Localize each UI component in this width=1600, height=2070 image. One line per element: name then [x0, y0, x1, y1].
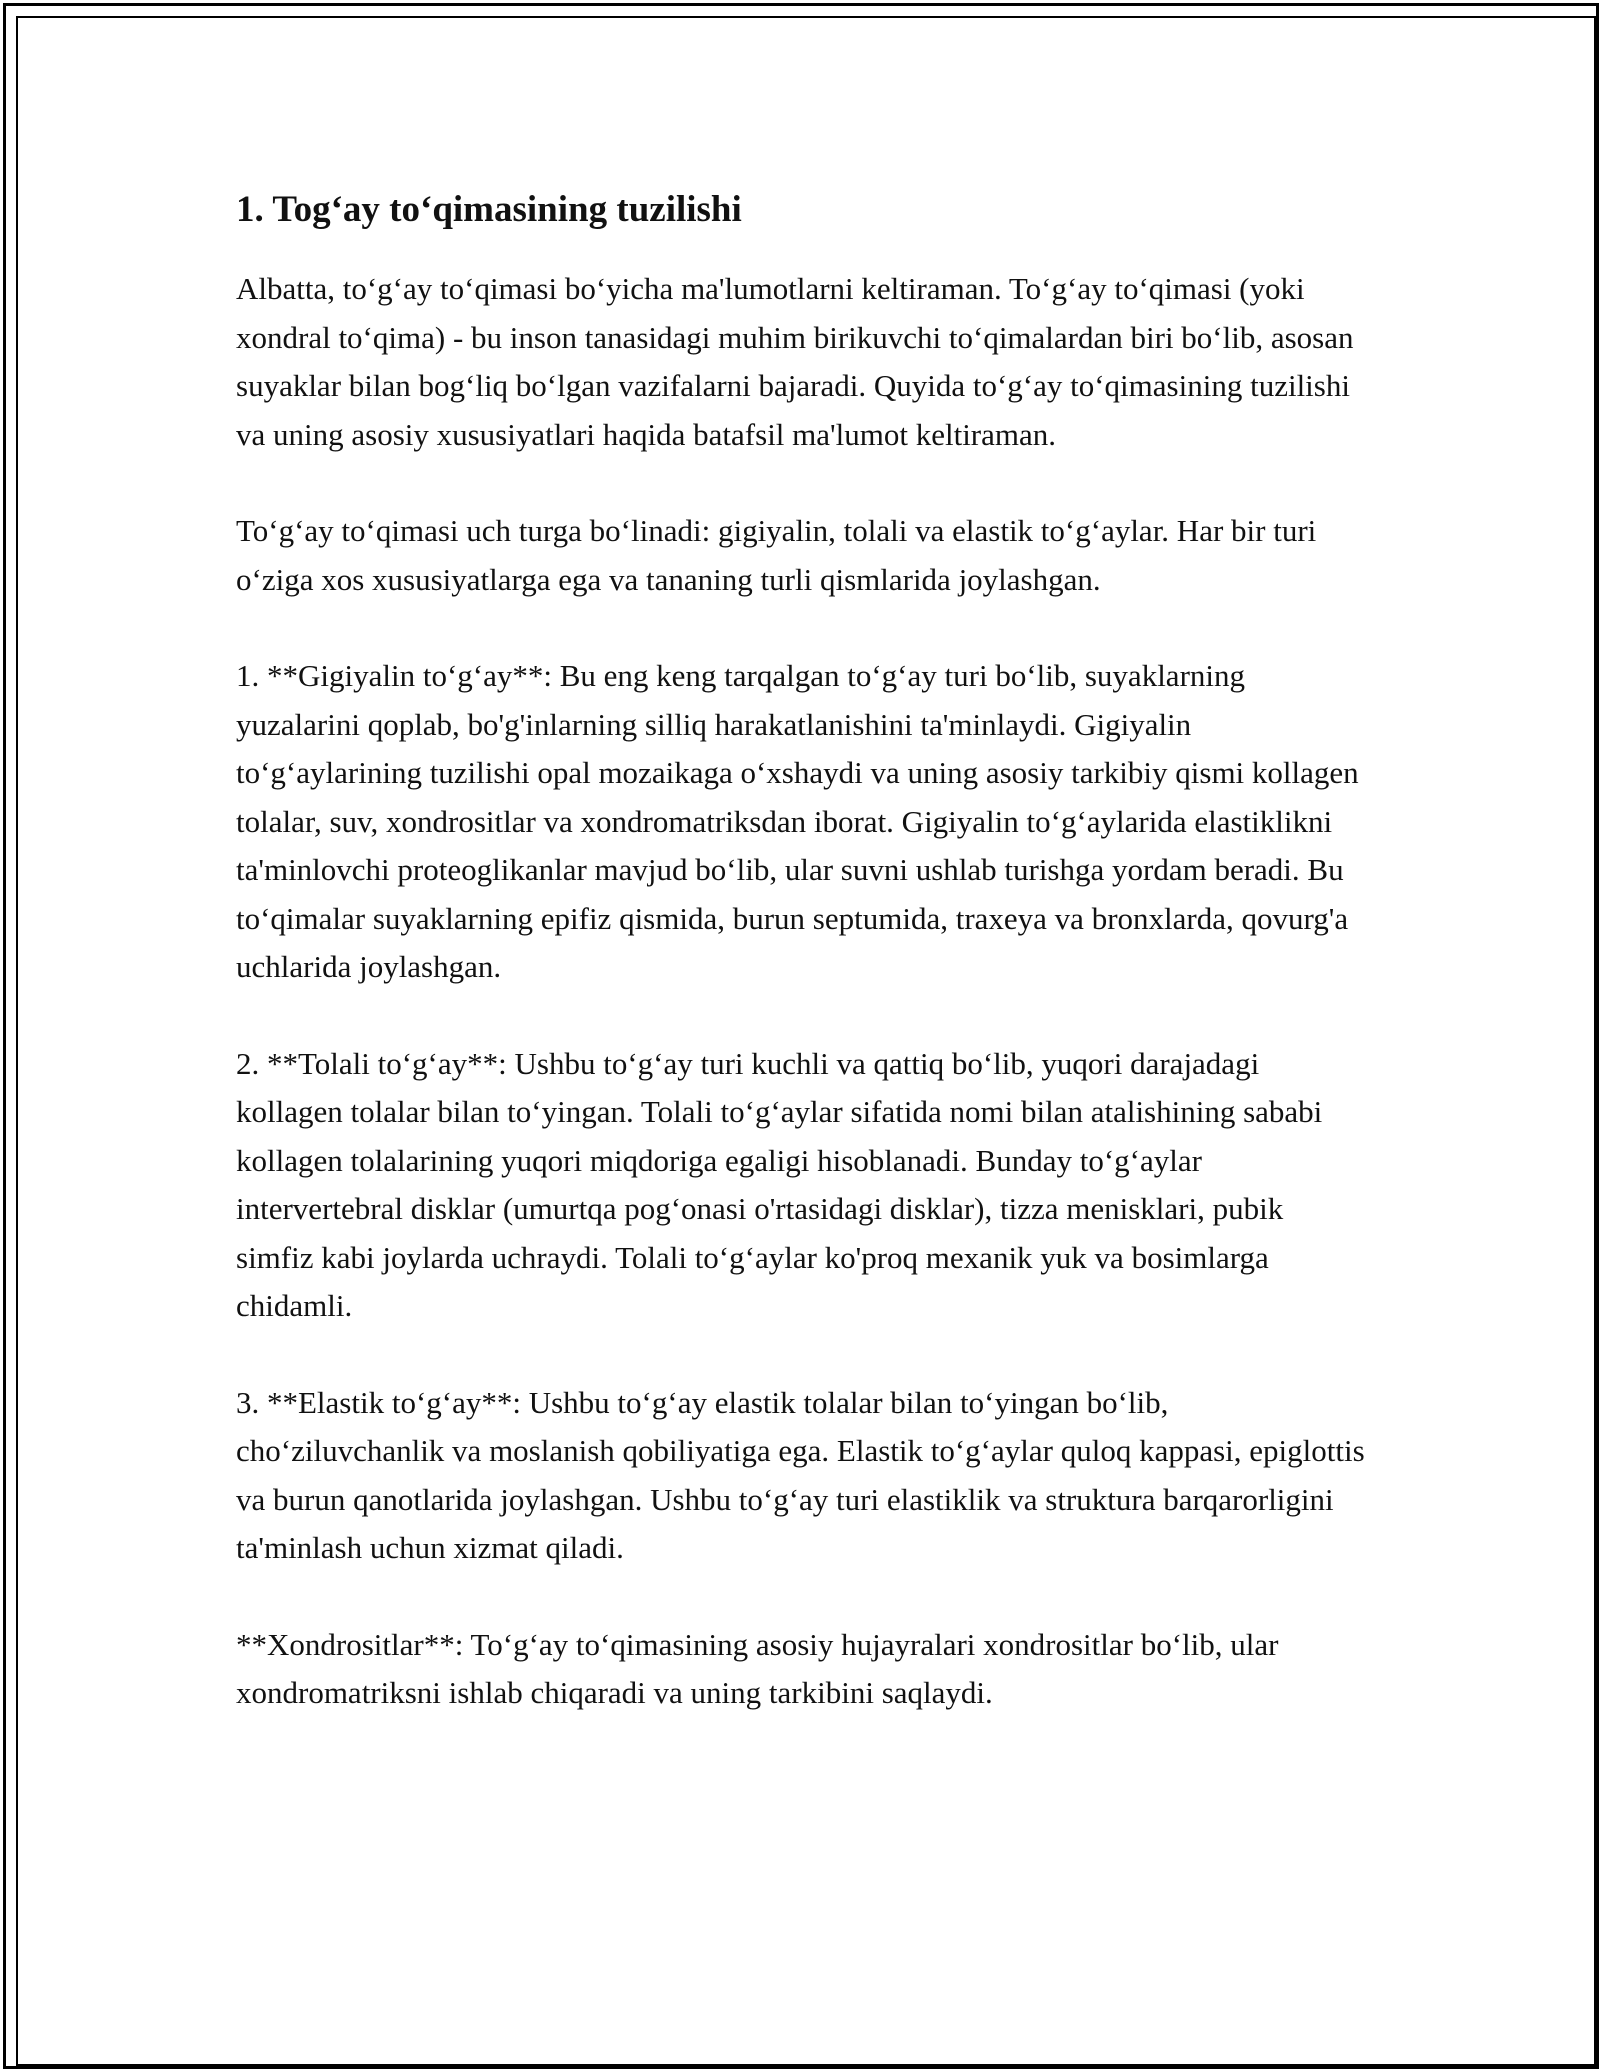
- paragraph-elastic-cartilage: 3. **Elastik to‘g‘ay**: Ushbu to‘g‘ay elastik tolalar bilan to‘yingan bo‘lib, cho‘ziluvchanlik va moslanish qobiliyatiga ega. Elastik to‘g‘aylar quloq kappasi, epiglottis va burun qanotlarida joylashgan. Ushbu to‘g‘ay turi elastiklik va struktura barqarorligini ta'minlash uchun xizmat qiladi.: [236, 1384, 1365, 1565]
- paragraph-types-overview: To‘g‘ay to‘qimasi uch turga bo‘linadi: gigiyalin, tolali va elastik to‘g‘aylar. Har bir turi o‘ziga xos xususiyatlarga ega va tananing turli qismlarida joylashgan.: [236, 513, 1317, 597]
- document-title: 1. Tog‘ay to‘qimasining tuzilishi: [236, 189, 742, 230]
- document-body: [236, 186, 1366, 1718]
- paragraph-chondrocytes: **Xondrositlar**: To‘g‘ay to‘qimasining asosiy hujayralari xondrositlar bo‘lib, ular xondromatriksni ishlab chiqaradi va uning tarkibini saqlaydi.: [236, 1626, 1279, 1710]
- paragraph-intro: Albatta, to‘g‘ay to‘qimasi bo‘yicha ma'lumotlarni keltiraman. To‘g‘ay to‘qimasi (yoki xondral to‘qima) - bu inson tanasidagi muhim birikuvchi to‘qimalardan biri bo‘lib, asosan suyaklar bilan bog‘liq bo‘lgan vazifalarni bajaradi. Quyida to‘g‘ay to‘qimasining tuzilishi va uning asosiy xususiyatlari haqida batafsil ma'lumot keltiraman.: [236, 271, 1354, 452]
- paragraph-hyaline-cartilage: 1. **Gigiyalin to‘g‘ay**: Bu eng keng tarqalgan to‘g‘ay turi bo‘lib, suyaklarning yuzalarini qoplab, bo'g'inlarning silliq harakatlanishini ta'minlaydi. Gigiyalin to‘g‘aylarining tuzilishi opal mozaikaga o‘xshaydi va uning asosiy tarkibiy qismi kollagen tolalar, suv, xondrositlar va xondromatriksdan iborat. Gigiyalin to‘g‘aylarida elastiklikni ta'minlovchi proteoglikanlar mavjud bo‘lib, ular suvni ushlab turishga yordam beradi. Bu to‘qimalar suyaklarning epifiz qismida, burun septumida, traxeya va bronxlarda, qovurg'a uchlarida joylashgan.: [236, 658, 1359, 984]
- paragraph-fibrous-cartilage: 2. **Tolali to‘g‘ay**: Ushbu to‘g‘ay turi kuchli va qattiq bo‘lib, yuqori darajadagi kollagen tolalar bilan to‘yingan. Tolali to‘g‘aylar sifatida nomi bilan atalishining sababi kollagen tolalarining yuqori miqdoriga egaligi hisoblanadi. Bunday to‘g‘aylar intervertebral disklar (umurtqa pog‘onasi o'rtasidagi disklar), tizza menisklari, pubik simfiz kabi joylarda uchraydi. Tolali to‘g‘aylar ko'proq mexanik yuk va bosimlarga chidamli.: [236, 1045, 1323, 1323]
